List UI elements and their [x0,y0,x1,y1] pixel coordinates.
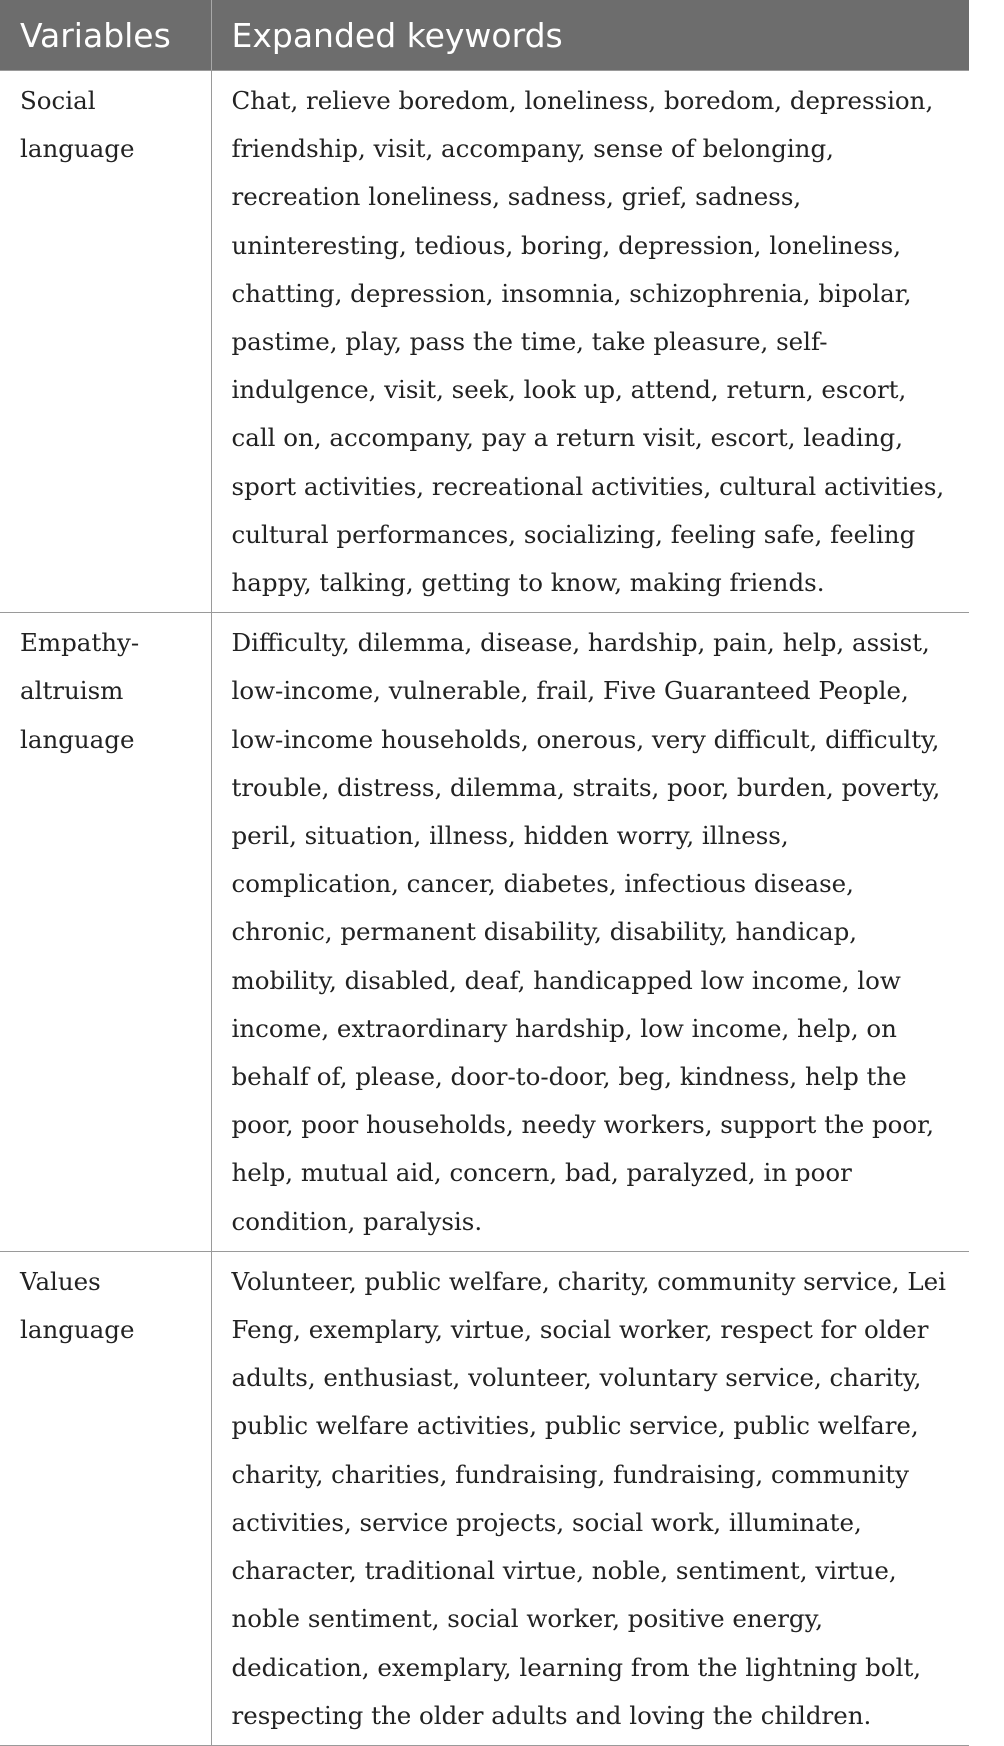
table-body [0,71,969,1746]
variable-cell-empathy-altruism: Empathy-altruism language [0,613,211,1252]
header-variables: Variables [0,0,211,71]
variable-cell-values: Values language [0,1251,211,1745]
table-row [0,71,969,613]
keywords-cell-social: Chat, relieve boredom, loneliness, boredom, depression, friendship, visit, accompany, sense of belonging, recreation loneliness, sadness, grief, sadness, uninteresting, tedious, boring, depression, loneliness, chatting, depression, insomnia, schizophrenia, bipolar, pastime, play, pass the time, take pleasure, self-indulgence, visit, seek, look up, attend, return, escort, call on, accompany, pay a return visit, escort, leading, sport activities, recreational activities, cultural activities, cultural performances, socializing, feeling safe, feeling happy, talking, getting to know, making friends. [211,71,969,613]
keywords-cell-empathy-altruism: Difficulty, dilemma, disease, hardship, pain, help, assist, low-income, vulnerable, frail, Five Guaranteed People, low-income households, onerous, very difficult, difficulty, trouble, distress, dilemma, straits, poor, burden, poverty, peril, situation, illness, hidden worry, illness, complication, cancer, diabetes, infectious disease, chronic, permanent disability, disability, handicap, mobility, disabled, deaf, handicapped low income, low income, extraordinary hardship, low income, help, on behalf of, please, door-to-door, beg, kindness, help the poor, poor households, needy workers, support the poor, help, mutual aid, concern, bad, paralyzed, in poor condition, paralysis. [211,613,969,1252]
variable-cell-social: Social language [0,71,211,613]
table-row [0,613,969,1252]
keywords-cell-values: Volunteer, public welfare, charity, community service, Lei Feng, exemplary, virtue, social worker, respect for older adults, enthusiast, volunteer, voluntary service, charity, public welfare activities, public service, public welfare, charity, charities, fundraising, fundraising, community activities, service projects, social work, illuminate, character, traditional virtue, noble, sentiment, virtue, noble sentiment, social worker, positive energy, dedication, exemplary, learning from the lightning bolt, respecting the older adults and loving the children. [211,1251,969,1745]
table-header [0,0,969,71]
header-expanded-keywords: Expanded keywords [211,0,969,71]
table-row [0,1251,969,1745]
header-row [0,0,969,71]
